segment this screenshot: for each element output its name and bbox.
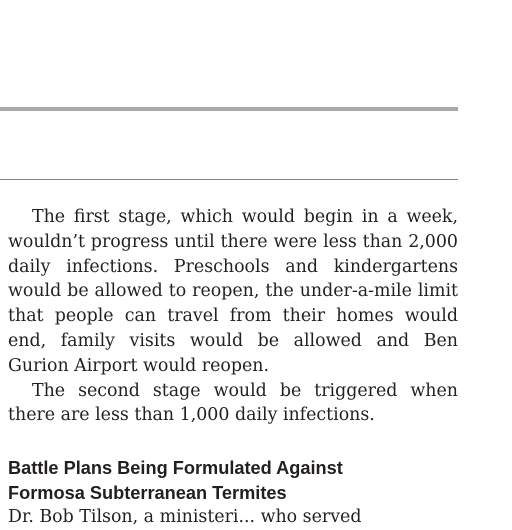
top-divider-thin (0, 179, 458, 180)
article-body (8, 205, 458, 428)
paragraph-second-stage: The second stage would be triggered when there are less than 1,000 daily infections. (8, 380, 458, 426)
headline-line-1: Battle Plans Being Formulated Against (8, 458, 343, 478)
paragraph-first-stage: The first stage, which would begin in a week, wouldn’t progress until there were less than 2,000 daily infections. Preschools and kindergartens would be allowed to reopen, the under-a-mile limit that people can travel from their homes would end, family visits would be allowed and Ben Gurion Airport would reopen. (8, 207, 458, 376)
headline-line-2: Formosa Subterranean Termites (8, 483, 287, 503)
top-divider-thick (0, 107, 458, 111)
next-article-first-line: Dr. Bob Tilson, a ministeri... who served (8, 507, 362, 527)
next-article-headline (8, 456, 478, 506)
